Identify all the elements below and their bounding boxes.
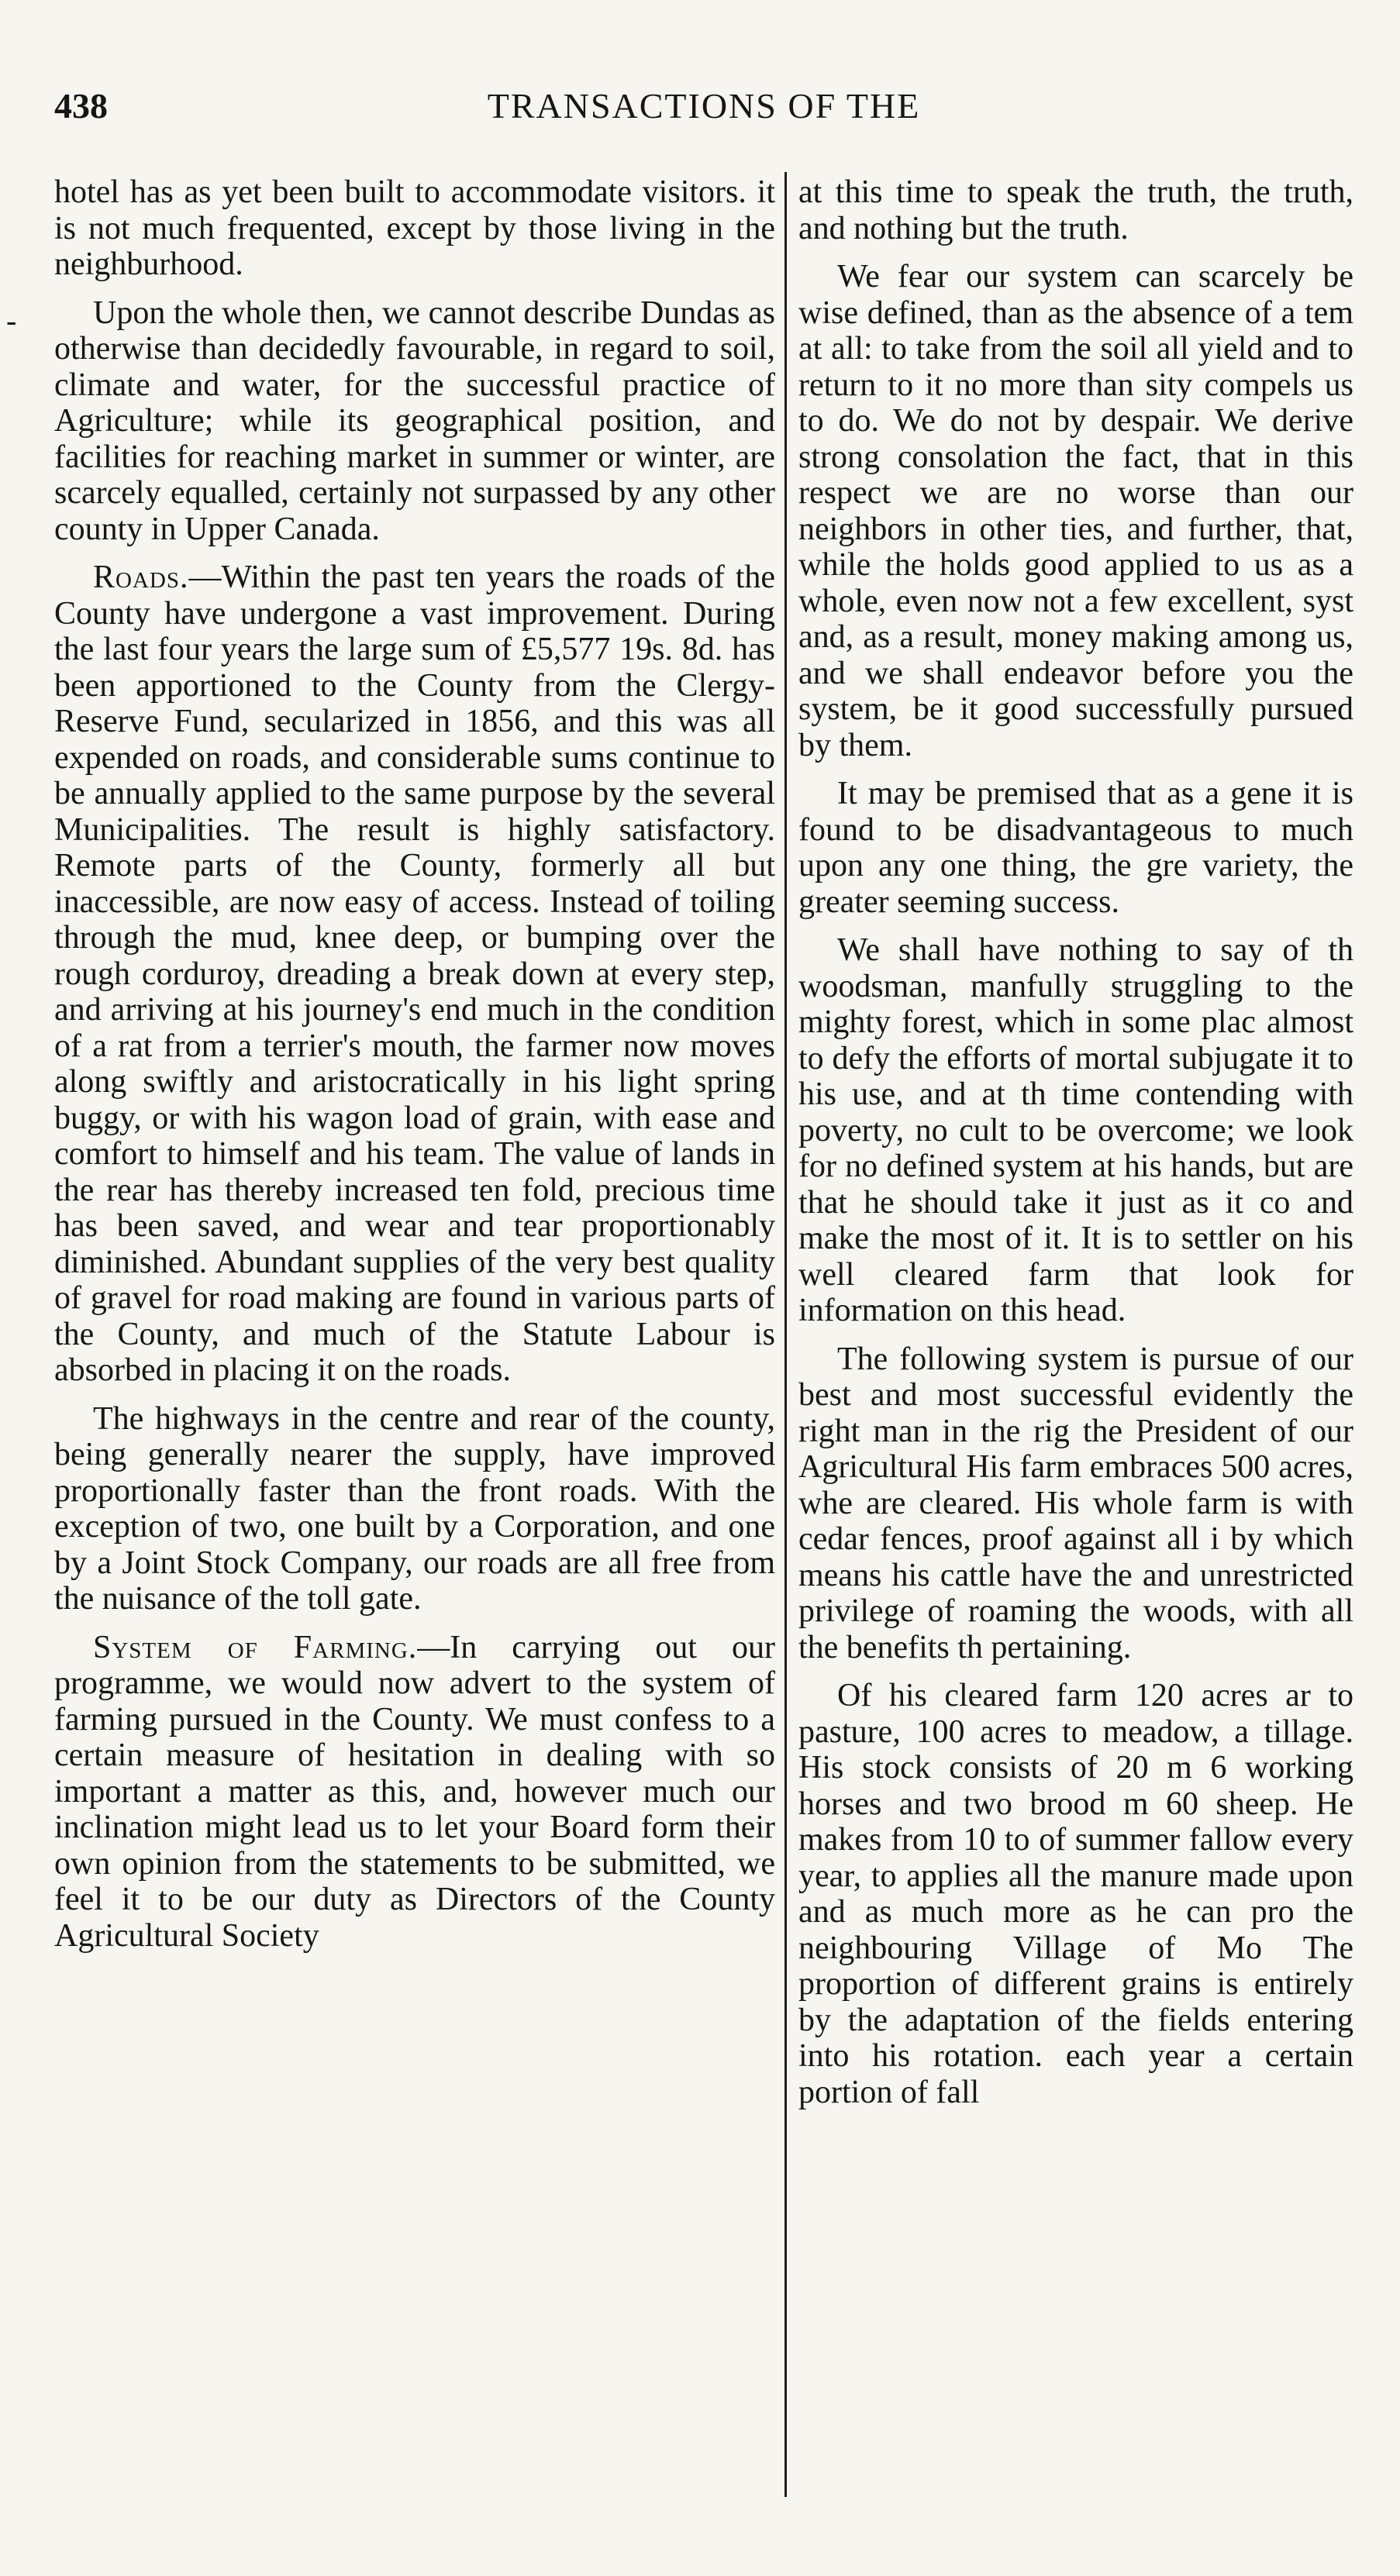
page-number: 438	[54, 86, 108, 126]
right-column	[798, 174, 1353, 2123]
right-paragraph-6: Of his cleared farm 120 acres ar to pasture, 100 acres to meadow, a tillage. His stock consists of 20 m 6 working horses and two brood m 60 sheep. He makes from 10 to of summer fallow every year, to applies all the manure made upon and as much more as he can pro the neighbouring Village of Mo The proportion of different grains is entirely by the adaptation of the fields entering into his rotation. each year a certain portion of fall	[798, 1678, 1353, 2110]
margin-mark: -	[6, 303, 17, 338]
right-paragraph-2: We fear our system can scarcely be wise defined, than as the absence of a tem at all: to take from the soil all yield and to return to it no more than sity compels us to do. We do not by despair. We derive strong consolation the fact, that in this respect we are no worse than our neighbors in other ties, and further, that, while the holds good applied to us as a whole, even now not a few excellent, syst and, as a result, money making among us, and we shall endeavor before you the system, be it good successfully pursued by them.	[798, 259, 1353, 763]
roads-text: —Within the past ten years the roads of the County have undergone a vast improvement. During the last four years the large sum of £5,577 19s. 8d. has been apportioned to the County from the Clergy-Reserve Fund, secularized in 1856, and this was all expended on roads, and considerable sums continue to be annually applied to the same purpose by the several Municipalities. The result is highly satisfactory. Remote parts of the County, formerly all but inaccessible, are now easy of access. Instead of toiling through the mud, knee deep, or bumping over the rough corduroy, dreading a break down at every step, and arriving at his journey's end much in the condition of a rat from a terrier's mouth, the farmer now moves along swiftly and aristocratically in his light spring buggy, or with his wagon load of grain, with ease and comfort to himself and his team. The value of lands in the rear has thereby increased ten fold, precious time has been saved, and wear and tear proportionably diminished. Abundant supplies of the very best quality of gravel for road making are found in various parts of the County, and much of the Statute Labour is absorbed in placing it on the roads.	[54, 560, 775, 1388]
right-paragraph-4: We shall have nothing to say of th woodsman, manfully struggling to the mighty forest, which in some plac almost to defy the efforts of mortal subjugate it to his use, and at th time contending with poverty, no cult to be overcome; we look for no defined system at his hands, but are that he should take it just as it co and make the most of it. It is to settler on his well cleared farm that look for information on this head.	[798, 932, 1353, 1328]
page-header	[31, 85, 1377, 139]
section-heading-system-of-farming: System of Farming.	[93, 1629, 418, 1665]
farming-text: —In carrying out our programme, we would now advert to the system of farming pursued in the County. We must confess to a certain measure of hesitation in dealing with so important a matter as this, and, however much our inclination might lead us to let your Board form their own opinion from the statements to be submitted, we feel it to be our duty as Directors of the County Agricultural Society	[54, 1629, 775, 1954]
running-title: TRANSACTIONS OF THE	[487, 86, 921, 126]
left-paragraph-2: Upon the whole then, we cannot describe Dundas as otherwise than decidedly favourable, in regard to soil, climate and water, for the successful practice of Agriculture; while its geographical position, and facilities for reaching market in summer or winter, are scarcely equalled, certainly not surpassed by any other county in Upper Canada.	[54, 294, 775, 547]
left-paragraph-3	[54, 560, 775, 1389]
left-paragraph-5	[54, 1630, 775, 1954]
left-paragraph-4: The highways in the centre and rear of the county, being generally nearer the supply, have improved proportionally faster than the front roads. With the exception of two, one built by a Corporation, and one by a Joint Stock Company, our roads are all free from the nuisance of the toll gate.	[54, 1400, 775, 1617]
right-paragraph-3: It may be premised that as a gene it is found to be disadvantageous to much upon any one thing, the gre variety, the greater seeming success.	[798, 776, 1353, 920]
left-column	[54, 174, 775, 1966]
right-paragraph-5: The following system is pursue of our best and most successful evidently the right man in the rig the President of our Agricultural His farm embraces 500 acres, whe are cleared. His whole farm is with cedar fences, proof against all i by which means his cattle have the and unrestricted privilege of roaming the woods, with all the benefits th pertaining.	[798, 1341, 1353, 1665]
section-heading-roads: Roads.	[93, 560, 189, 595]
left-paragraph-1: hotel has as yet been built to accommodate visitors. it is not much frequented, except by those living in the neighburhood.	[54, 174, 775, 282]
right-paragraph-1: at this time to speak the truth, the truth, and nothing but the truth.	[798, 174, 1353, 246]
column-divider	[784, 172, 787, 2497]
